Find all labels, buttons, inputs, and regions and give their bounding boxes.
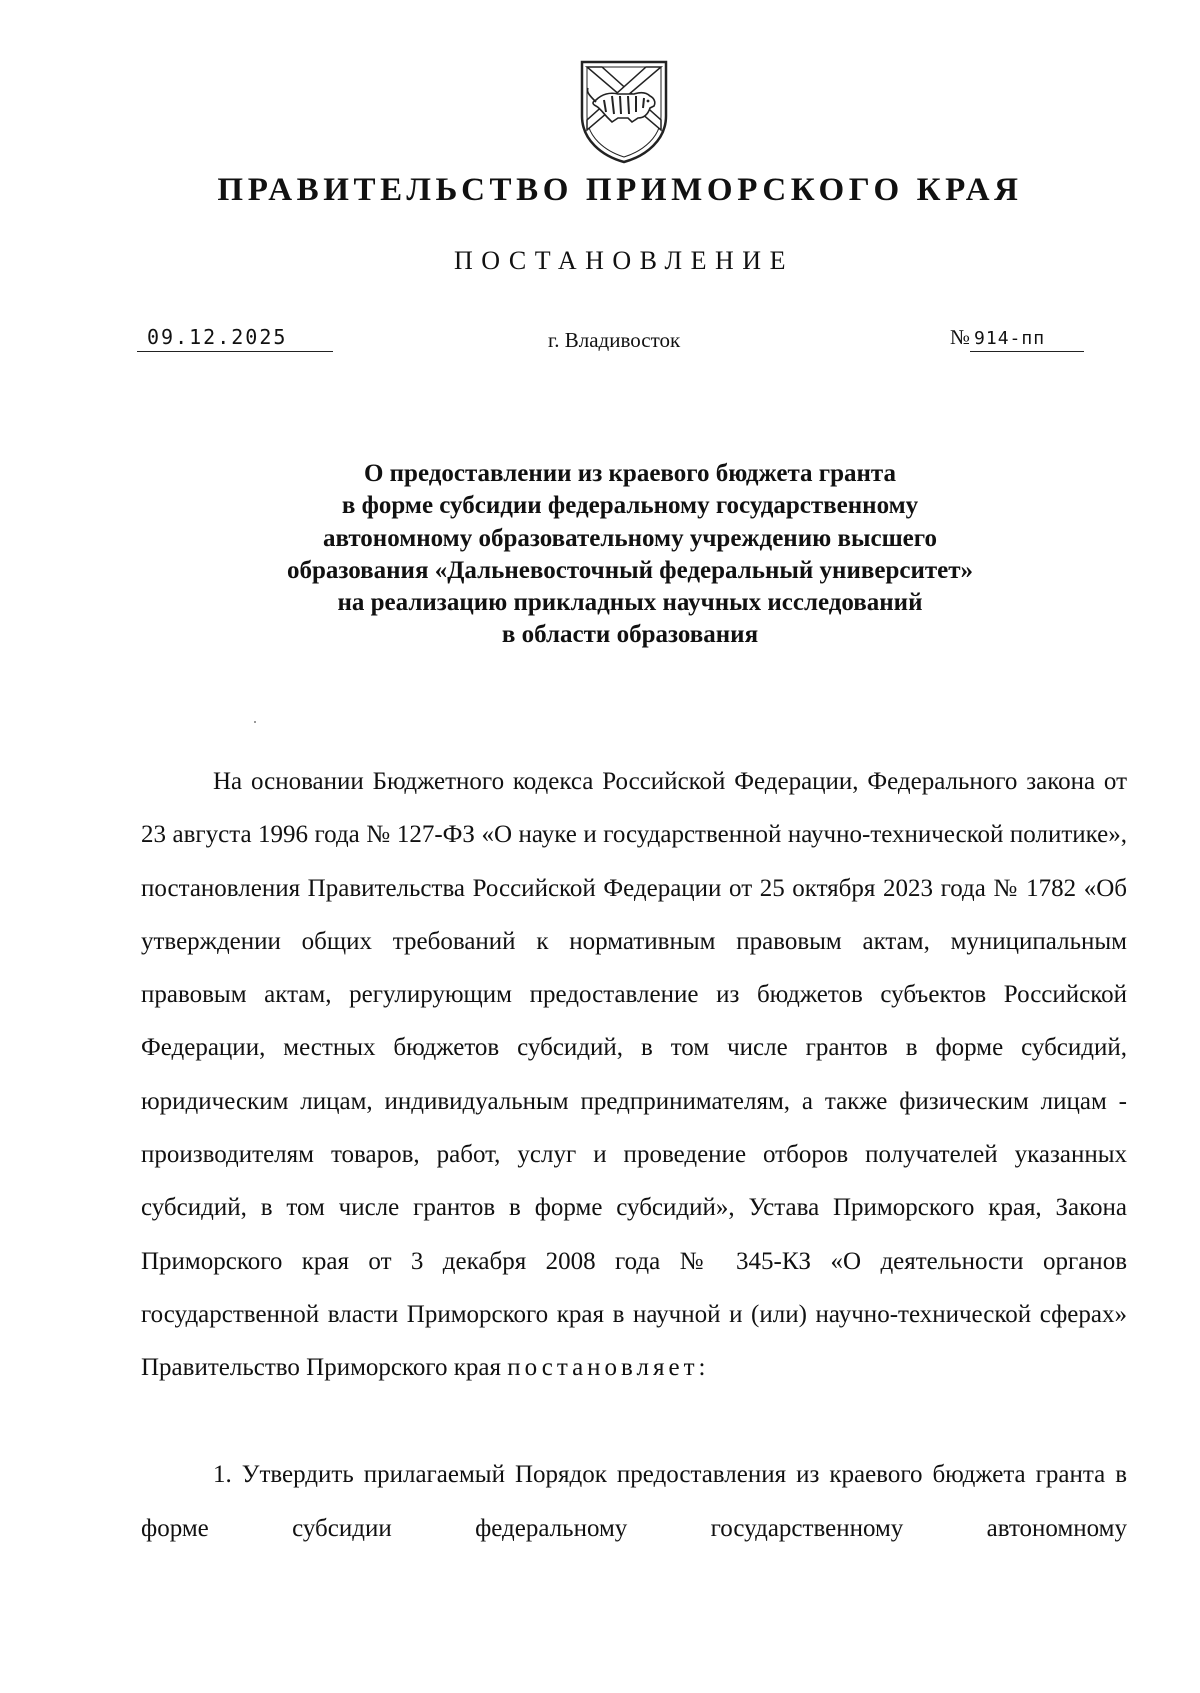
subject-line: образования «Дальневосточный федеральный университет» [286, 556, 974, 584]
item-1-paragraph: 1. Утвердить прилагаемый Порядок предоставления из краевого бюджета гранта в форме субсидии федеральному государственному автономному [141, 1461, 1127, 1542]
preamble-text: На основании Бюджетного кодекса Российской Федерации, Федерального закона от 23 августа 1996 года № 127-ФЗ «О науке и государственной научно-технической политике», постановления Правительства Российской Федерации от 25 октября 2023 года № 1782 «Об утверждении общих требований к нормативным правовым актам, муниципальным правовым актам, регулирующим предоставление из бюджетов субъектов Российской Федерации, местных бюджетов субсидий, в том числе грантов в форме субсидий, юридическим лицам, индивидуальным предпринимателям, а также физическим лицам - производителям товаров, работ, услуг и проведение отборов получателей указанных субсидий, в том числе грантов в форме субсидий», Устава Приморского края, Закона Приморского края от 3 декабря 2008 года № 345-КЗ «О деятельности органов государственной власти Приморского края в научной и (или) научно-технической сферах» Правительство Приморского края [141, 768, 1127, 1382]
government-title: ПРАВИТЕЛЬСТВО ПРИМОРСКОГО КРАЯ [217, 172, 1023, 208]
subject-line: автономному образовательному учреждению высшего [322, 524, 938, 552]
preamble-paragraph [141, 755, 1127, 1395]
coat-of-arms-icon [574, 56, 674, 166]
subject-line: О предоставлении из краевого бюджета гранта [363, 460, 897, 487]
subject-line: в области образования [501, 621, 759, 649]
subject-line: в форме субсидии федеральному государственному [341, 492, 919, 520]
document-city: г. Владивосток [548, 328, 681, 352]
scan-speck [254, 721, 256, 723]
document-type: ПОСТАНОВЛЕНИЕ [454, 246, 794, 275]
document-date: 09.12.2025 [137, 325, 333, 352]
document-subject [150, 458, 1110, 652]
document-number [950, 325, 1090, 352]
number-value: 914-пп [970, 328, 1084, 352]
subject-line: на реализацию прикладных научных исследований [337, 589, 923, 617]
number-sign: № [950, 325, 971, 349]
resolves-word: постановляет: [507, 1354, 710, 1382]
